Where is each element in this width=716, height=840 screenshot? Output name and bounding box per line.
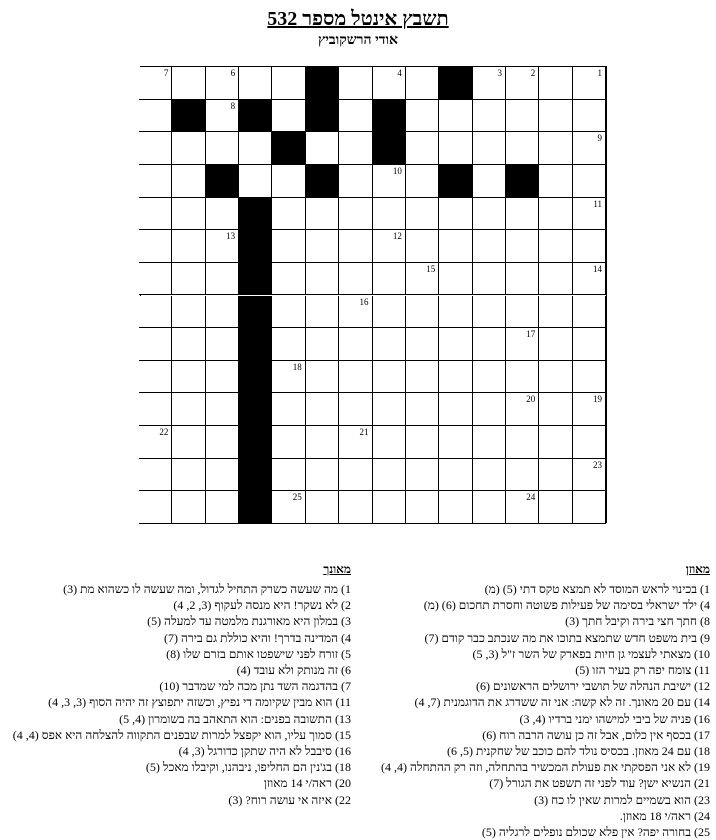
grid-cell[interactable] — [172, 165, 205, 198]
crossword-grid — [140, 66, 607, 523]
grid-cell[interactable] — [506, 459, 539, 492]
grid-cell[interactable] — [339, 100, 372, 133]
grid-block — [239, 393, 272, 426]
grid-cell[interactable] — [406, 198, 439, 231]
grid-cell[interactable] — [539, 296, 572, 329]
grid-block — [239, 100, 272, 133]
cell-number: 20 — [526, 394, 536, 405]
cell-number: 13 — [226, 231, 236, 242]
grid-cell[interactable] — [573, 230, 606, 263]
grid-cell[interactable] — [573, 198, 606, 231]
grid-cell[interactable] — [539, 491, 572, 524]
grid-cell[interactable] — [339, 132, 372, 165]
grid-cell[interactable] — [239, 132, 272, 165]
grid-block — [239, 491, 272, 524]
grid-cell[interactable] — [473, 459, 506, 492]
grid-cell[interactable] — [172, 198, 205, 231]
grid-cell[interactable] — [339, 263, 372, 296]
grid-cell[interactable] — [473, 328, 506, 361]
grid-cell[interactable] — [306, 426, 339, 459]
cell-number: 17 — [526, 329, 536, 340]
grid-cell[interactable] — [272, 230, 305, 263]
grid-cell[interactable] — [439, 328, 472, 361]
cell-number: 7 — [163, 68, 169, 78]
grid-cell[interactable] — [206, 459, 239, 492]
grid-cell[interactable] — [139, 459, 172, 492]
grid-cell[interactable] — [439, 426, 472, 459]
grid-cell[interactable] — [473, 296, 506, 329]
across-clue: 16) פניה של ביבי למישהו ימני ברדיו (4, 3) — [519, 711, 710, 726]
grid-cell[interactable] — [573, 459, 606, 492]
cell-number: 19 — [593, 394, 602, 405]
grid-cell[interactable] — [172, 132, 205, 165]
across-clue: 17) בכסף אין כלום, אבל זה כן עושה הרבה רוח (6) — [482, 727, 710, 742]
grid-cell[interactable] — [306, 263, 339, 296]
grid-cell[interactable] — [339, 459, 372, 492]
grid-cell[interactable] — [172, 491, 205, 524]
grid-cell[interactable] — [506, 328, 539, 361]
grid-cell[interactable] — [406, 459, 439, 492]
down-clue: 13) התשובה בפנים: הוא התאהב בה בשומרון (4, 5) — [119, 711, 351, 726]
grid-cell[interactable] — [373, 491, 406, 524]
across-clue: 10) מצאתי לעצמי גן חיות בפארק של השר ז"ל (3, 5) — [472, 646, 710, 661]
grid-cell[interactable] — [272, 459, 305, 492]
grid-cell[interactable] — [206, 230, 239, 263]
grid-cell[interactable] — [373, 459, 406, 492]
grid-block — [506, 165, 539, 198]
grid-cell[interactable] — [206, 361, 239, 394]
grid-block — [239, 198, 272, 231]
grid-cell[interactable] — [539, 459, 572, 492]
grid-cell[interactable] — [406, 132, 439, 165]
grid-cell[interactable] — [373, 426, 406, 459]
grid-cell[interactable] — [139, 296, 172, 329]
grid-cell[interactable] — [506, 491, 539, 524]
grid-block — [306, 100, 339, 133]
grid-cell[interactable] — [573, 426, 606, 459]
grid-cell[interactable] — [473, 67, 506, 100]
grid-cell[interactable] — [406, 328, 439, 361]
cell-number: 2 — [530, 68, 536, 78]
grid-cell[interactable] — [373, 361, 406, 394]
grid-cell[interactable] — [439, 393, 472, 426]
grid-cell[interactable] — [506, 296, 539, 329]
grid-cell[interactable] — [573, 296, 606, 329]
cell-number: 8 — [230, 100, 236, 111]
grid-cell[interactable] — [573, 100, 606, 133]
grid-block — [172, 100, 205, 133]
grid-cell[interactable] — [406, 296, 439, 329]
grid-cell[interactable] — [539, 165, 572, 198]
grid-cell[interactable] — [206, 296, 239, 329]
grid-cell[interactable] — [406, 230, 439, 263]
grid-cell[interactable] — [306, 230, 339, 263]
grid-cell[interactable] — [539, 132, 572, 165]
down-clue: 20) ראה/י 14 מאוזן — [263, 776, 351, 791]
grid-cell[interactable] — [339, 198, 372, 231]
grid-cell[interactable] — [272, 361, 305, 394]
grid-cell[interactable] — [272, 426, 305, 459]
grid-cell[interactable] — [172, 459, 205, 492]
grid-block — [373, 132, 406, 165]
down-clue: 11) הוא מבין שקיומה די נפיץ, וכשזה יתפוצץ זה יהיה הסוף (3, 3, 4) — [48, 695, 351, 710]
grid-block — [239, 361, 272, 394]
grid-block — [239, 230, 272, 263]
down-clue: 18) בג'נין הם החליפו, ניבהנו, וקיבלו מאכל (5) — [145, 760, 351, 775]
grid-block — [306, 165, 339, 198]
grid-cell[interactable] — [306, 459, 339, 492]
grid-cell[interactable] — [539, 230, 572, 263]
grid-cell[interactable] — [439, 132, 472, 165]
cell-number: 6 — [230, 68, 236, 78]
grid-block — [306, 67, 339, 100]
cell-number: 12 — [392, 231, 402, 242]
grid-cell[interactable] — [306, 296, 339, 329]
grid-cell[interactable] — [206, 198, 239, 231]
puzzle-author: אודי הרשקוביץ — [317, 33, 399, 48]
across-clue: 19) לא אני הפסקתי את פעולת המכשיר בהתחלה, וזה רק ההתחלה (4, 4) — [381, 760, 710, 775]
grid-cell[interactable] — [139, 361, 172, 394]
grid-cell[interactable] — [439, 263, 472, 296]
grid-cell[interactable] — [339, 328, 372, 361]
grid-cell[interactable] — [373, 328, 406, 361]
down-clue: 22) איזה אי עושה רוח? (3) — [228, 792, 351, 807]
grid-cell[interactable] — [206, 263, 239, 296]
grid-cell[interactable] — [373, 296, 406, 329]
grid-cell[interactable] — [206, 393, 239, 426]
cell-number: 24 — [526, 492, 536, 503]
across-clue: 23) הוא בשמיים למרות שאין לו כח (3) — [534, 792, 710, 807]
down-clue: 15) סמוך עליו, הוא יקפצל למרות שבפנים התקווה להצלחה היא אפס (4, 4) — [12, 727, 351, 742]
grid-cell[interactable] — [139, 426, 172, 459]
grid-block — [239, 426, 272, 459]
grid-cell[interactable] — [206, 491, 239, 524]
grid-cell[interactable] — [473, 426, 506, 459]
grid-cell[interactable] — [306, 361, 339, 394]
grid-cell[interactable] — [139, 491, 172, 524]
grid-cell[interactable] — [373, 67, 406, 100]
grid-cell[interactable] — [406, 361, 439, 394]
grid-cell[interactable] — [306, 132, 339, 165]
grid-cell[interactable] — [172, 328, 205, 361]
grid-cell[interactable] — [272, 67, 305, 100]
grid-cell[interactable] — [272, 491, 305, 524]
grid-cell[interactable] — [139, 328, 172, 361]
grid-cell[interactable] — [272, 328, 305, 361]
grid-cell[interactable] — [272, 296, 305, 329]
grid-cell[interactable] — [172, 67, 205, 100]
grid-cell[interactable] — [473, 165, 506, 198]
cell-number: 11 — [593, 198, 602, 209]
cell-number: 3 — [497, 68, 502, 78]
grid-cell[interactable] — [506, 263, 539, 296]
grid-cell[interactable] — [473, 198, 506, 231]
grid-cell[interactable] — [439, 296, 472, 329]
cell-number: 9 — [597, 133, 602, 144]
grid-cell[interactable] — [139, 393, 172, 426]
grid-cell[interactable] — [339, 426, 372, 459]
cell-number: 4 — [397, 68, 402, 78]
grid-cell[interactable] — [373, 393, 406, 426]
grid-cell[interactable] — [373, 230, 406, 263]
grid-cell[interactable] — [506, 426, 539, 459]
grid-cell[interactable] — [172, 230, 205, 263]
grid-cell[interactable] — [573, 491, 606, 524]
grid-cell[interactable] — [539, 100, 572, 133]
down-clue: 16) סיבבל לא היה שתקן כדורגל (3, 4) — [178, 744, 351, 759]
across-clue: 11) צומח יפה רק בעיר הזו (5) — [575, 663, 710, 678]
grid-cell[interactable] — [539, 67, 572, 100]
grid-cell[interactable] — [439, 100, 472, 133]
down-clue: 3) במלון היא מאורגנת מלמטה עד למעלה (5) — [147, 614, 351, 629]
cell-number: 16 — [359, 296, 369, 307]
grid-cell[interactable] — [406, 426, 439, 459]
grid-cell[interactable] — [139, 100, 172, 133]
across-clue: 21) הנשיא ישן? עוד לפני זה תשפט את הגורל (7) — [489, 776, 710, 791]
grid-cell[interactable] — [406, 67, 439, 100]
across-clues — [370, 562, 710, 840]
down-clue: 7) בהדגמה השד נתן מכה למי שמדבר (10) — [159, 679, 351, 694]
grid-cell[interactable] — [473, 361, 506, 394]
grid-cell[interactable] — [539, 426, 572, 459]
grid-cell[interactable] — [573, 393, 606, 426]
grid-block — [206, 165, 239, 198]
down-clue: 1) מה שעשה כשרק התחיל לגדול, ומה שעשה לו כשהוא מת (3) — [63, 582, 351, 596]
grid-cell[interactable] — [172, 393, 205, 426]
down-clue: 4) המדינה בדרך! והיא כוללת גם בירה (7) — [163, 630, 351, 645]
grid-block — [439, 165, 472, 198]
grid-cell[interactable] — [539, 198, 572, 231]
grid-cell[interactable] — [439, 361, 472, 394]
down-clue: 2) לא נשקר! היא מנסה לעקוף (3, 2, 4) — [173, 598, 351, 613]
cell-number: 22 — [159, 427, 169, 438]
grid-cell[interactable] — [373, 198, 406, 231]
across-clue: 4) ילד ישראלי בסימה של פעילות פשוטה וחסרת תחכום (6) (מ) — [423, 598, 710, 613]
puzzle-title: תשבץ אינטל מספר 532 — [267, 8, 449, 30]
across-heading: מאוזן — [685, 562, 710, 576]
grid-cell[interactable] — [439, 459, 472, 492]
grid-cell[interactable] — [573, 165, 606, 198]
grid-cell[interactable] — [439, 230, 472, 263]
across-clue: 1) בכינוי לראש המוסד לא תמצא טקס דתי (5) (מ) — [484, 582, 710, 596]
grid-block — [439, 67, 472, 100]
grid-cell[interactable] — [339, 491, 372, 524]
grid-cell[interactable] — [272, 100, 305, 133]
grid-cell[interactable] — [373, 165, 406, 198]
cell-number: 25 — [292, 492, 302, 503]
grid-cell[interactable] — [272, 393, 305, 426]
grid-cell[interactable] — [406, 263, 439, 296]
grid-cell[interactable] — [306, 198, 339, 231]
grid-cell[interactable] — [406, 165, 439, 198]
grid-cell[interactable] — [172, 426, 205, 459]
across-clue: 12) ישיבת הנהלה של תושבי ירושלים הראשונים (6) — [476, 679, 710, 694]
grid-cell[interactable] — [172, 263, 205, 296]
grid-cell[interactable] — [573, 263, 606, 296]
grid-cell[interactable] — [373, 263, 406, 296]
down-clues — [0, 562, 351, 808]
grid-cell[interactable] — [339, 230, 372, 263]
cell-number: 1 — [597, 68, 602, 78]
grid-cell[interactable] — [306, 328, 339, 361]
cell-number: 10 — [392, 165, 402, 176]
grid-cell[interactable] — [206, 132, 239, 165]
grid-cell[interactable] — [473, 230, 506, 263]
grid-cell[interactable] — [506, 67, 539, 100]
grid-cell[interactable] — [339, 393, 372, 426]
grid-cell[interactable] — [439, 491, 472, 524]
grid-cell[interactable] — [139, 132, 172, 165]
cell-number: 23 — [593, 459, 602, 470]
grid-cell[interactable] — [473, 132, 506, 165]
grid-cell[interactable] — [272, 263, 305, 296]
grid-cell[interactable] — [506, 100, 539, 133]
grid-cell[interactable] — [406, 491, 439, 524]
grid-cell[interactable] — [539, 393, 572, 426]
grid-cell[interactable] — [473, 100, 506, 133]
across-clue: 9) בית משפט חדש שתמצא בתוכו את מה שנכתב כבר קודם (7) — [424, 630, 710, 645]
grid-cell[interactable] — [139, 67, 172, 100]
grid-cell[interactable] — [506, 361, 539, 394]
grid-cell[interactable] — [539, 263, 572, 296]
down-heading: מאונך — [323, 562, 351, 576]
grid-cell[interactable] — [406, 393, 439, 426]
across-clue: 14) עם 20 מאונך. זה לא קשה: אני זה ששדרג את הדוגמנית (7, 4) — [414, 695, 710, 710]
down-clue: 6) זה מנותק ולא עובד (4) — [236, 663, 351, 678]
grid-cell[interactable] — [573, 361, 606, 394]
grid-cell[interactable] — [506, 393, 539, 426]
grid-cell[interactable] — [506, 132, 539, 165]
grid-block — [239, 328, 272, 361]
grid-cell[interactable] — [473, 491, 506, 524]
grid-cell[interactable] — [306, 393, 339, 426]
grid-block — [239, 459, 272, 492]
grid-cell[interactable] — [339, 165, 372, 198]
grid-cell[interactable] — [539, 328, 572, 361]
cell-number: 14 — [593, 263, 602, 274]
across-clue: 24) ראה/י 18 מאוזן. — [619, 808, 710, 823]
down-clue: 5) זורח לפני שישפטו אותם בזרם שלו (8) — [166, 646, 351, 661]
grid-cell[interactable] — [239, 67, 272, 100]
grid-cell[interactable] — [339, 67, 372, 100]
grid-cell[interactable] — [306, 491, 339, 524]
grid-cell[interactable] — [206, 67, 239, 100]
grid-block — [373, 100, 406, 133]
grid-cell[interactable] — [206, 328, 239, 361]
grid-cell[interactable] — [573, 67, 606, 100]
grid-block — [239, 296, 272, 329]
across-clue: 18) עם 24 מאוזן. בכסיס נולד להם כוכב של שחקנית (5, 6) — [447, 744, 710, 759]
grid-cell[interactable] — [139, 263, 172, 296]
cell-number: 15 — [426, 263, 436, 274]
grid-cell[interactable] — [439, 198, 472, 231]
grid-cell[interactable] — [139, 198, 172, 231]
grid-cell[interactable] — [573, 328, 606, 361]
grid-cell[interactable] — [506, 230, 539, 263]
grid-cell[interactable] — [473, 393, 506, 426]
grid-cell[interactable] — [339, 296, 372, 329]
grid-cell[interactable] — [539, 361, 572, 394]
grid-cell[interactable] — [172, 361, 205, 394]
grid-cell[interactable] — [139, 230, 172, 263]
grid-block — [272, 132, 305, 165]
grid-cell[interactable] — [473, 263, 506, 296]
cell-number: 21 — [359, 427, 369, 438]
grid-cell[interactable] — [239, 165, 272, 198]
grid-cell[interactable] — [206, 100, 239, 133]
grid-cell[interactable] — [272, 165, 305, 198]
grid-cell[interactable] — [206, 426, 239, 459]
across-clue: 25) בחורה יפה? אין פלא שכולם נופלים לרגליה (5) — [481, 825, 710, 840]
grid-cell[interactable] — [506, 198, 539, 231]
cell-number: 18 — [292, 361, 302, 372]
grid-cell[interactable] — [573, 132, 606, 165]
grid-block — [239, 263, 272, 296]
across-clue: 8) חתך חצי בירה וקיבל חתך (3) — [565, 614, 710, 629]
grid-cell[interactable] — [272, 198, 305, 231]
grid-cell[interactable] — [172, 296, 205, 329]
grid-cell[interactable] — [139, 165, 172, 198]
grid-cell[interactable] — [339, 361, 372, 394]
grid-cell[interactable] — [406, 100, 439, 133]
